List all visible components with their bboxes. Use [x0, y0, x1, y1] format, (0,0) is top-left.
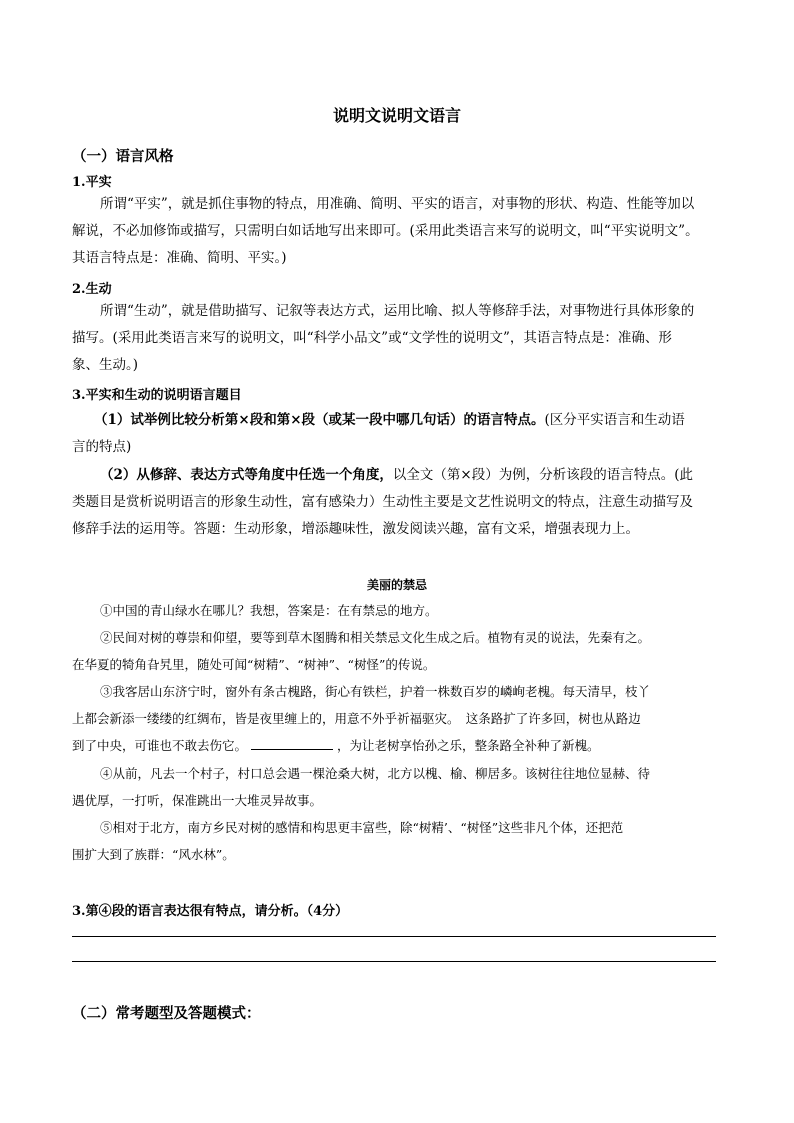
page-title: 说明文说明文语言	[332, 106, 461, 125]
item-heading-plain: 1.平实	[72, 175, 112, 190]
vivid-paragraph-line-1: 所谓“生动”，就是借助描写、记叙等表达方式，运用比喻、拟人等修辞手法，对事物进行具体形象的	[100, 303, 695, 319]
vivid-paragraph-line-3: 象、生动。)	[72, 357, 139, 373]
passage-paragraph-4-line-2: 遇优厚，一打听，保准跳出一大堆灵异故事。	[72, 793, 323, 808]
passage-paragraph-2-line-1: ②民间对树的尊崇和仰望，要等到草木图腾和相关禁忌文化生成之后。植物有灵的说法，先秦有之。	[100, 630, 651, 645]
section-heading-question-types: （二）常考题型及答题模式：	[72, 1005, 261, 1022]
passage-paragraph-3-line-3-after: ，为让老树享怡孙之乐，整条路全补种了新槐。	[336, 738, 600, 753]
question-type-2-line-3: 修辞手法的运用等。答题：生动形象，增添趣味性，激发阅读兴趣，富有文采，增强表现力上。	[72, 521, 639, 537]
passage-paragraph-5-line-1: ⑤相对于北方，南方乡民对树的感情和构思更丰富些，除“树精’、“树怪”这些非凡个体，还把范	[100, 820, 624, 835]
question-type-1-rest: (区分平实语言和生动语	[544, 412, 685, 428]
plain-paragraph-line-3: 其语言特点是：准确、简明、平实。)	[72, 250, 287, 266]
vivid-paragraph-line-2: 描写。(采用此类语言来写的说明文，叫“科学小品文”或“文学性的说明文”，其语言特点是：准确、形	[72, 330, 672, 346]
passage-title: 美丽的禁忌	[366, 578, 427, 592]
passage-paragraph-5-line-2: 围扩大到了族群：“风水林”。	[72, 847, 235, 862]
question-type-1-bold: （1）试举例比较分析第×段和第×段（或某一段中哪几句话）的语言特点。	[94, 412, 545, 428]
passage-paragraph-1: ①中国的青山绿水在哪儿？我想，答案是：在有禁忌的地方。	[100, 603, 438, 618]
passage-paragraph-3-line-1: ③我客居山东济宁时，窗外有条古槐路，街心有铁栏，护着一株数百岁的嶙峋老槐。每天清早，枝丫	[100, 684, 651, 699]
passage-paragraph-2-line-2: 在华夏的犄角旮旯里，随处可闻“树精”、“树神”、“树怪”的传说。	[72, 657, 436, 672]
plain-paragraph-line-1: 所谓“平实”，就是抓住事物的特点，用准确、简明、平实的语言，对事物的形状、构造、性能等加以	[100, 196, 695, 212]
section-heading-language-style: （一）语言风格	[72, 148, 174, 165]
question-type-2-line-2: 类题目是赏析说明语言的形象生动性，富有感染力）生动性主要是文艺性说明文的特点，注意生动描写及	[72, 494, 693, 510]
item-heading-vivid: 2.生动	[72, 282, 112, 297]
passage-paragraph-3-line-3-before: 到了中央，可谁也不敢去伤它。	[72, 738, 248, 753]
passage-paragraph-4-line-1: ④从前，凡去一个村子，村口总会遇一棵沧桑大树，北方以槐、榆、柳居多。该树往往地位显赫、待	[100, 766, 651, 781]
plain-paragraph-line-2: 解说，不必加修饰或描写，只需明白如话地写出来即可。(采用此类语言来写的说明文，叫“平实说明文”。	[72, 223, 699, 239]
item-heading-question-types: 3.平实和生动的说明语言题目	[72, 388, 242, 403]
answer-line-2[interactable]	[72, 961, 716, 962]
question-type-1-line-2: 言的特点)	[72, 439, 132, 455]
question-type-2-rest: 以全文（第×段）为例，分析该段的语言特点。(此	[392, 467, 693, 483]
question-type-2-bold: （2）从修辞、表达方式等角度中任选一个角度，	[100, 467, 393, 483]
fill-in-blank[interactable]	[251, 737, 333, 750]
passage-paragraph-3-line-2: 上都会新添一缕缕的红绸布，皆是夜里缠上的，用意不外乎祈福驱灾。 这条路扩了许多回，树也从路边	[72, 711, 641, 726]
question-type-2-line-1	[100, 462, 693, 489]
question-3: 3.第④段的语言表达很有特点，请分析。（4分）	[72, 904, 349, 919]
answer-line-1[interactable]	[72, 936, 716, 937]
passage-paragraph-3-line-3	[72, 732, 600, 759]
question-type-1-line-1	[94, 407, 685, 434]
